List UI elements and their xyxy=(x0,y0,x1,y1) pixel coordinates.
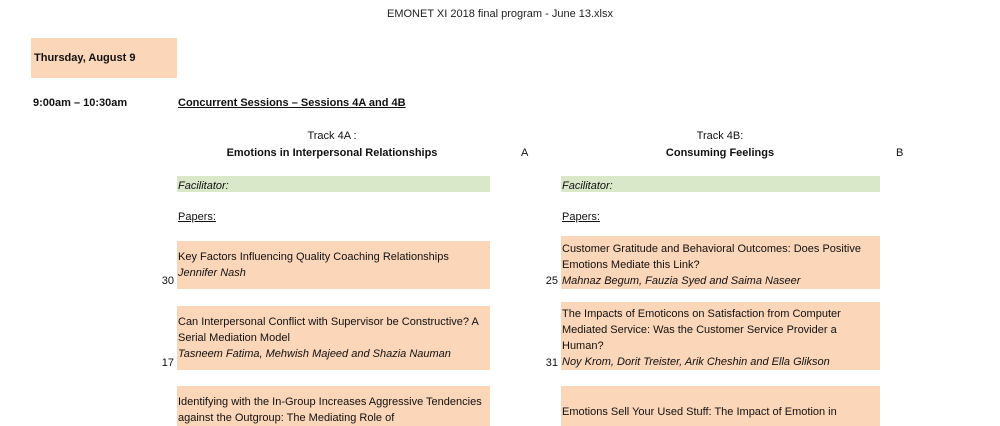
session-time: 9:00am – 10:30am xyxy=(33,97,128,109)
track-4b-label: Track 4B: xyxy=(696,130,744,142)
track-4a-letter: A xyxy=(521,147,529,159)
paper-cell xyxy=(177,241,490,289)
session-title: Concurrent Sessions – Sessions 4A and 4B xyxy=(178,97,406,109)
paper-cell xyxy=(561,302,880,370)
paper-number: 25 xyxy=(545,275,558,287)
paper-cell xyxy=(177,386,490,426)
paper-title: Key Factors Influencing Quality Coaching Relationships xyxy=(178,251,449,263)
track-4a-name: Emotions in Interpersonal Relationships xyxy=(226,147,438,159)
track-4a-papers-label: Papers: xyxy=(178,211,216,223)
paper-title: The Impacts of Emoticons on Satisfaction from Computer Mediated Service: Was the Customer Service Provider a Human? xyxy=(562,308,841,352)
paper-authors: Tasneem Fatima, Mehwish Majeed and Shazia Nauman xyxy=(178,348,451,360)
paper-number: 31 xyxy=(545,357,558,369)
track-4b-facilitator-cell xyxy=(561,176,880,192)
paper-authors: Noy Krom, Dorit Treister, Arik Cheshin and Ella Glikson xyxy=(562,356,830,368)
paper-cell xyxy=(561,386,880,426)
paper-authors: Jennifer Nash xyxy=(178,267,246,279)
track-4b-name: Consuming Feelings xyxy=(665,147,775,159)
track-4a-label: Track 4A : xyxy=(307,130,357,142)
track-4a-facilitator-cell xyxy=(177,176,490,192)
paper-number: 17 xyxy=(161,357,174,369)
track-4b-papers-label: Papers: xyxy=(562,211,600,223)
paper-number: 30 xyxy=(161,275,174,287)
document-title: EMONET XI 2018 final program - June 13.xlsx xyxy=(386,8,613,20)
paper-cell xyxy=(177,306,490,370)
paper-title: Can Interpersonal Conflict with Supervisor be Constructive? A Serial Mediation Model xyxy=(178,316,479,344)
paper-authors: Mahnaz Begum, Fauzia Syed and Saima Naseer xyxy=(562,275,801,287)
day-label: Thursday, August 9 xyxy=(34,52,136,64)
paper-title: Customer Gratitude and Behavioral Outcomes: Does Positive Emotions Mediate this Link? xyxy=(562,243,861,271)
paper-cell xyxy=(561,236,880,289)
track-4b-letter: B xyxy=(896,147,904,159)
facilitator-label: Facilitator: xyxy=(562,180,613,192)
facilitator-label: Facilitator: xyxy=(178,180,229,192)
paper-title: Emotions Sell Your Used Stuff: The Impact of Emotion in xyxy=(562,406,837,418)
paper-title: Identifying with the In-Group Increases Aggressive Tendencies against the Outgroup: The Mediating Role of xyxy=(178,396,482,424)
